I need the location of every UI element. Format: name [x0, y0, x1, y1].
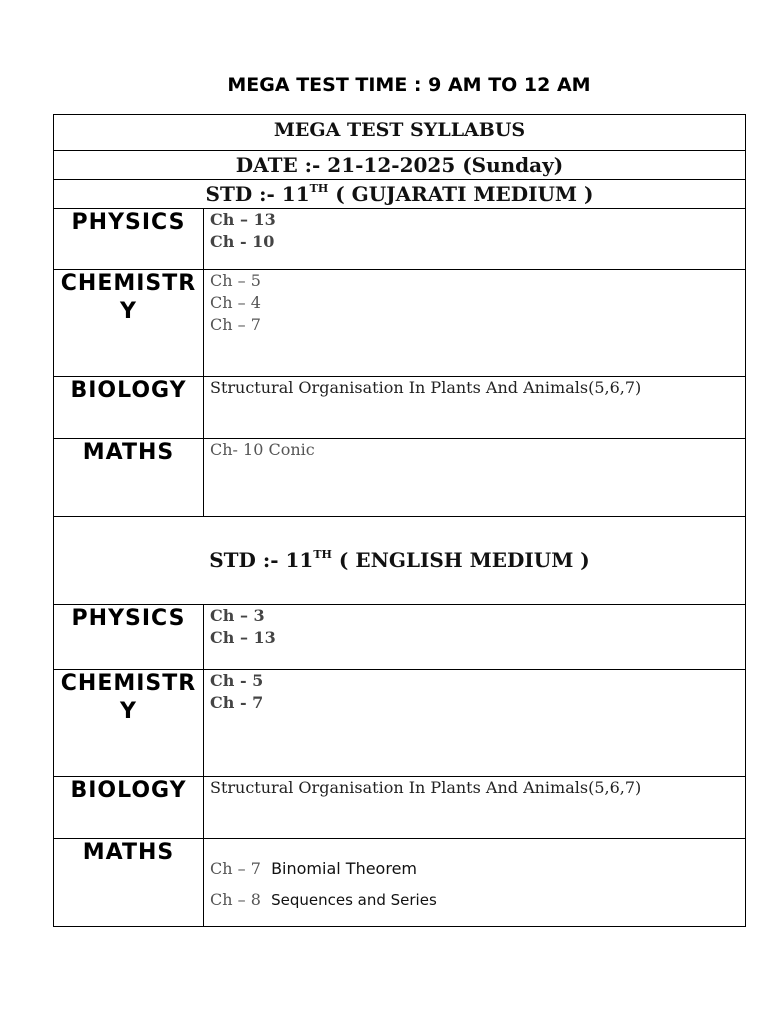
chapter-item: Ch – 8 Sequences and Series [210, 890, 437, 909]
syllabus-title: MEGA TEST SYLLABUS [54, 115, 746, 151]
gujarati-biology-chapters [204, 377, 746, 439]
english-biology-row [54, 777, 746, 839]
std-english-heading [54, 517, 746, 605]
gujarati-physics-label: PHYSICS [54, 209, 204, 270]
std-gujarati-prefix: STD :- 11 [205, 182, 310, 206]
chapter-item: Ch - 7 [210, 693, 264, 712]
chapter-item: Structural Organisation In Plants And Animals(5,6,7) [210, 778, 642, 797]
gujarati-physics-row [54, 209, 746, 270]
english-biology-chapters [204, 777, 746, 839]
gujarati-biology-label: BIOLOGY [54, 377, 204, 439]
english-chemistry-label: CHEMISTRY [54, 670, 204, 777]
std-english-suffix: ( ENGLISH MEDIUM ) [331, 548, 590, 572]
gujarati-biology-row [54, 377, 746, 439]
exam-date: DATE :- 21-12-2025 (Sunday) [54, 151, 746, 180]
chapter-item: Ch- 10 Conic [210, 440, 315, 459]
gujarati-chemistry-chapters [204, 270, 746, 377]
std-gujarati-heading [54, 180, 746, 209]
gujarati-maths-label: MATHS [54, 439, 204, 517]
syllabus-title-row [54, 115, 746, 151]
gujarati-maths-row [54, 439, 746, 517]
english-maths-label: MATHS [54, 839, 204, 927]
page-title: MEGA TEST TIME : 9 AM TO 12 AM [227, 74, 591, 96]
english-physics-label: PHYSICS [54, 605, 204, 670]
std-gujarati-superscript: TH [309, 182, 329, 195]
english-chemistry-chapters [204, 670, 746, 777]
chapter-item: Ch – 4 [210, 293, 261, 312]
std-english-prefix: STD :- 11 [209, 548, 314, 572]
gujarati-chemistry-row [54, 270, 746, 377]
chapter-item: Ch – 13 [210, 210, 276, 229]
chapter-item: Ch – 7 Binomial Theorem [210, 859, 417, 878]
chapter-item: Ch – 5 [210, 271, 261, 290]
std-gujarati-row [54, 180, 746, 209]
chapter-item: Ch - 5 [210, 671, 264, 690]
date-row [54, 151, 746, 180]
std-gujarati-suffix: ( GUJARATI MEDIUM ) [328, 182, 594, 206]
english-physics-row [54, 605, 746, 670]
std-english-row [54, 517, 746, 605]
syllabus-table [53, 114, 746, 927]
gujarati-physics-chapters [204, 209, 746, 270]
chapter-item: Ch – 13 [210, 628, 276, 647]
chapter-item: Ch – 7 [210, 315, 261, 334]
gujarati-chemistry-label: CHEMISTRY [54, 270, 204, 377]
english-physics-chapters [204, 605, 746, 670]
chapter-item: Ch - 10 [210, 232, 275, 251]
chapter-item: Structural Organisation In Plants And Animals(5,6,7) [210, 378, 642, 397]
english-chemistry-row [54, 670, 746, 777]
english-maths-row [54, 839, 746, 927]
gujarati-maths-chapters [204, 439, 746, 517]
std-english-superscript: TH [313, 548, 332, 561]
english-maths-chapters [204, 839, 746, 927]
chapter-item: Ch – 3 [210, 606, 265, 625]
english-biology-label: BIOLOGY [54, 777, 204, 839]
